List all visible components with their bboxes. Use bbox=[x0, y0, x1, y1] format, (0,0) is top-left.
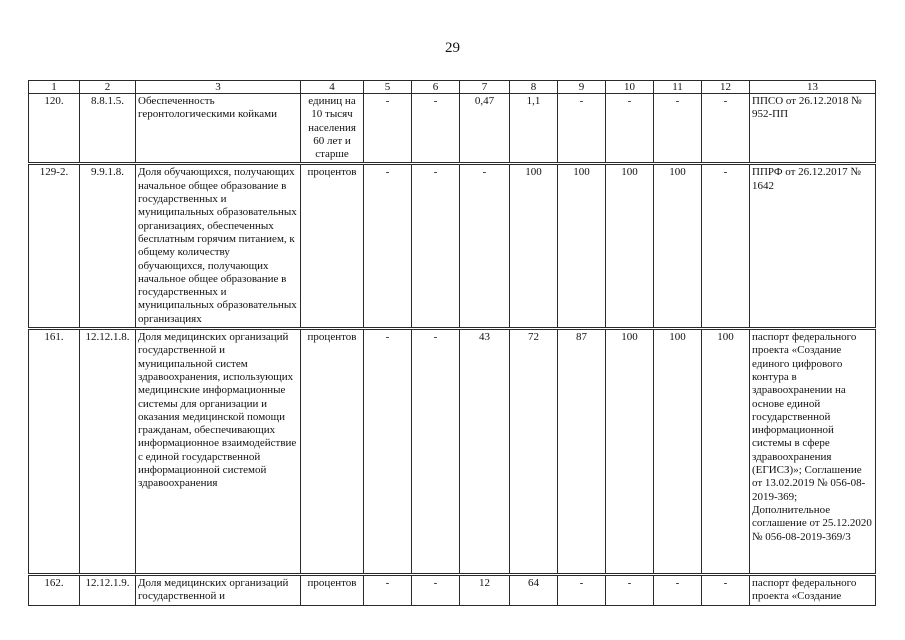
indicator-code: 12.12.1.8. bbox=[80, 329, 136, 575]
value-cell: - bbox=[412, 164, 460, 329]
indicator-name: Доля медицинских организаций государственной и муниципальной систем здравоохранения, использующих медицинские информационные системы для организации и оказания медицинской помощи гражданам, обеспечивающих информационное взаимодействие с единой государственной информационной системой здравоохранения bbox=[136, 329, 301, 575]
value-cell: - bbox=[702, 164, 750, 329]
source-document: паспорт федерального проекта «Создание единого цифрового контура в здравоохранении на основе единой государственной информационной системы в сфере здравоохранения (ЕГИСЗ)»; Соглашение от 13.02.2019 № 056-08-2019-369; Дополнительное соглашение от 25.12.2020 № 056-08-2019-369/3 bbox=[750, 329, 876, 575]
value-cell: 72 bbox=[510, 329, 558, 575]
header-cell: 9 bbox=[558, 81, 606, 94]
indicator-code: 9.9.1.8. bbox=[80, 164, 136, 329]
source-document: ППСО от 26.12.2018 № 952-ПП bbox=[750, 94, 876, 164]
value-cell: 64 bbox=[510, 575, 558, 606]
value-cell: - bbox=[654, 94, 702, 164]
header-cell: 12 bbox=[702, 81, 750, 94]
indicator-name: Обеспеченность геронтологическими койками bbox=[136, 94, 301, 164]
indicator-name: Доля медицинских организаций государственной и bbox=[136, 575, 301, 606]
value-cell: 100 bbox=[558, 164, 606, 329]
header-cell: 4 bbox=[301, 81, 364, 94]
header-cell: 7 bbox=[460, 81, 510, 94]
row-number: 129-2. bbox=[29, 164, 80, 329]
source-document: паспорт федерального проекта «Создание bbox=[750, 575, 876, 606]
value-cell: 100 bbox=[510, 164, 558, 329]
value-cell: 1,1 bbox=[510, 94, 558, 164]
source-document: ППРФ от 26.12.2017 № 1642 bbox=[750, 164, 876, 329]
indicator-code: 12.12.1.9. bbox=[80, 575, 136, 606]
value-cell: - bbox=[364, 94, 412, 164]
unit: единиц на 10 тысяч населения 60 лет и старше bbox=[301, 94, 364, 164]
table-row bbox=[29, 329, 876, 575]
header-cell: 13 bbox=[750, 81, 876, 94]
unit: процентов bbox=[301, 164, 364, 329]
value-cell: - bbox=[558, 94, 606, 164]
page-number: 29 bbox=[445, 40, 460, 56]
header-cell: 6 bbox=[412, 81, 460, 94]
value-cell: 100 bbox=[606, 329, 654, 575]
value-cell: 12 bbox=[460, 575, 510, 606]
header-cell: 8 bbox=[510, 81, 558, 94]
header-cell: 5 bbox=[364, 81, 412, 94]
value-cell: 43 bbox=[460, 329, 510, 575]
value-cell: - bbox=[364, 575, 412, 606]
value-cell: - bbox=[364, 329, 412, 575]
row-number: 162. bbox=[29, 575, 80, 606]
value-cell: 100 bbox=[654, 329, 702, 575]
value-cell: - bbox=[702, 575, 750, 606]
table-row bbox=[29, 575, 876, 606]
table-header-row bbox=[29, 81, 876, 94]
table-row bbox=[29, 164, 876, 329]
value-cell: - bbox=[412, 329, 460, 575]
value-cell: 100 bbox=[606, 164, 654, 329]
value-cell: - bbox=[654, 575, 702, 606]
row-number: 120. bbox=[29, 94, 80, 164]
table-row bbox=[29, 94, 876, 164]
value-cell: - bbox=[702, 94, 750, 164]
unit: процентов bbox=[301, 329, 364, 575]
value-cell: - bbox=[412, 94, 460, 164]
value-cell: - bbox=[606, 575, 654, 606]
header-cell: 10 bbox=[606, 81, 654, 94]
value-cell: 100 bbox=[654, 164, 702, 329]
unit: процентов bbox=[301, 575, 364, 606]
indicator-name: Доля обучающихся, получающих начальное общее образование в государственных и муниципальных образовательных организациях, обеспеченных бесплатным горячим питанием, к общему количеству обучающихся, получающих начальное общее образование в государственных и муниципальных образовательных организациях bbox=[136, 164, 301, 329]
indicator-code: 8.8.1.5. bbox=[80, 94, 136, 164]
header-cell: 3 bbox=[136, 81, 301, 94]
header-cell: 11 bbox=[654, 81, 702, 94]
value-cell: 0,47 bbox=[460, 94, 510, 164]
header-cell: 1 bbox=[29, 81, 80, 94]
header-cell: 2 bbox=[80, 81, 136, 94]
value-cell: 100 bbox=[702, 329, 750, 575]
value-cell: - bbox=[606, 94, 654, 164]
value-cell: - bbox=[558, 575, 606, 606]
value-cell: 87 bbox=[558, 329, 606, 575]
row-number: 161. bbox=[29, 329, 80, 575]
indicators-table bbox=[28, 80, 876, 606]
value-cell: - bbox=[364, 164, 412, 329]
value-cell: - bbox=[412, 575, 460, 606]
value-cell: - bbox=[460, 164, 510, 329]
